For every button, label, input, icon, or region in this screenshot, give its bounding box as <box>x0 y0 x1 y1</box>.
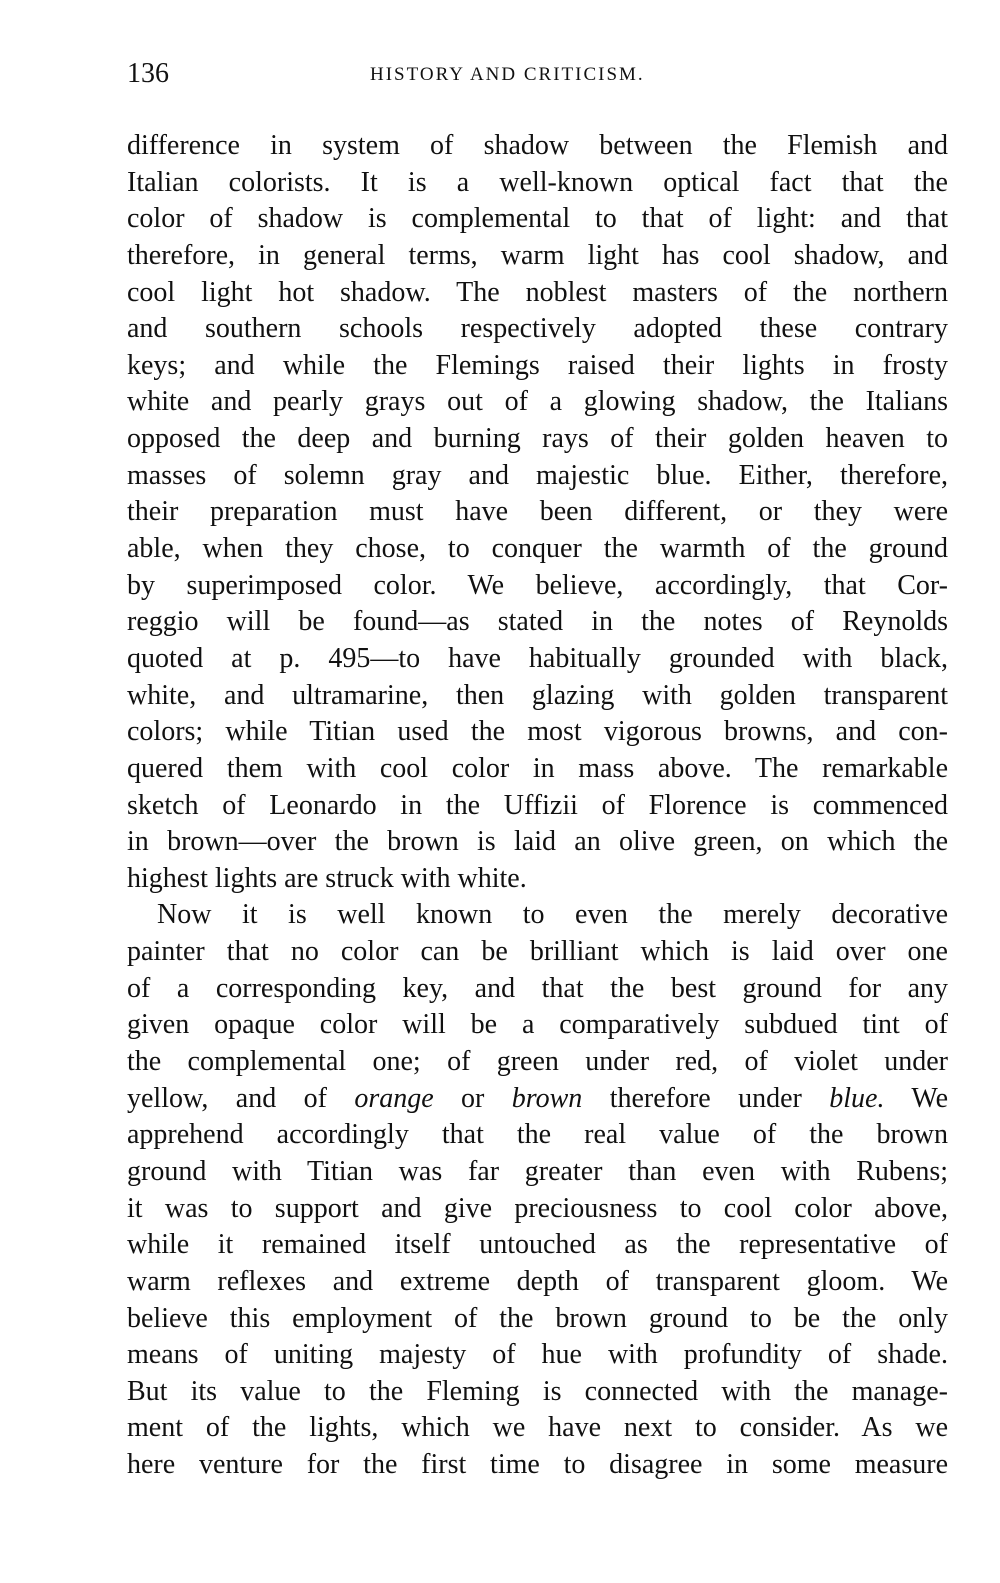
text-line <box>127 165 948 202</box>
text-segment: or <box>433 1082 512 1114</box>
text-line <box>127 1337 948 1374</box>
text-segment: white, and ultramarine, then glazing with golden transparent <box>127 679 948 711</box>
text-line <box>127 1227 948 1264</box>
text-segment: Italian colorists. It is a well-known optical fact that the <box>127 166 948 198</box>
text-segment: apprehend accordingly that the real value of the brown <box>127 1119 948 1151</box>
text-line <box>127 1374 948 1411</box>
text-line <box>127 494 948 531</box>
text-segment: keys; and while the Flemings raised their lights in frosty <box>127 349 948 381</box>
text-line <box>127 1117 948 1154</box>
text-segment: masses of solemn gray and majestic blue. Either, therefore, <box>127 459 948 491</box>
text-line <box>127 971 948 1008</box>
text-segment: warm reflexes and extreme depth of transparent gloom. We <box>127 1265 948 1297</box>
running-head: HISTORY AND CRITICISM. <box>370 64 645 85</box>
text-segment: highest lights are struck with white. <box>127 862 527 894</box>
text-segment: their preparation must have been different, or they were <box>127 496 948 528</box>
text-segment: therefore under <box>582 1082 830 1114</box>
text-segment: quoted at p. 495—to have habitually grounded with black, <box>127 642 948 674</box>
text-line <box>127 824 948 861</box>
italic-text: blue. <box>829 1082 885 1114</box>
text-line <box>127 1410 948 1447</box>
text-segment: white and pearly grays out of a glowing shadow, the Italians <box>127 386 948 418</box>
text-line <box>127 128 948 165</box>
page-number: 136 <box>127 58 169 89</box>
text-segment: We <box>884 1082 948 1114</box>
text-segment: believe this employment of the brown ground to be the only <box>127 1302 948 1334</box>
text-segment: cool light hot shadow. The noblest masters of the northern <box>127 276 948 308</box>
text-line <box>127 1447 948 1484</box>
text-line <box>127 421 948 458</box>
text-segment: sketch of Leonardo in the Uffizii of Florence is commenced <box>127 789 948 821</box>
text-segment: quered them with cool color in mass above. The remarkable <box>127 752 948 784</box>
text-line <box>127 458 948 495</box>
text-line <box>127 641 948 678</box>
text-line <box>127 1007 948 1044</box>
text-segment: able, when they chose, to conquer the warmth of the ground <box>127 533 948 565</box>
text-line <box>127 751 948 788</box>
text-line <box>127 1301 948 1338</box>
text-line <box>127 1081 948 1118</box>
italic-text: brown <box>511 1082 583 1114</box>
text-segment: in brown—over the brown is laid an olive green, on which the <box>127 826 948 858</box>
text-segment: painter that no color can be brilliant which is laid over one <box>127 936 948 968</box>
text-segment: difference in system of shadow between the Flemish and <box>127 130 948 161</box>
text-line <box>127 1154 948 1191</box>
text-segment: color of shadow is complemental to that of light: and that <box>127 203 948 235</box>
text-line <box>127 604 948 641</box>
text-segment: colors; while Titian used the most vigorous browns, and con- <box>127 716 948 748</box>
text-line <box>127 678 948 715</box>
text-segment: opposed the deep and burning rays of their golden heaven to <box>127 423 948 455</box>
text-line <box>127 788 948 825</box>
text-line <box>127 348 948 385</box>
text-segment: Now it is well known to even the merely decorative <box>157 899 948 931</box>
text-segment: ment of the lights, which we have next to consider. As we <box>127 1412 948 1444</box>
text-segment: of a corresponding key, and that the best ground for any <box>127 972 948 1004</box>
text-line <box>127 1264 948 1301</box>
text-segment: yellow, and of <box>127 1082 355 1114</box>
text-segment: reggio will be found—as stated in the notes of Reynolds <box>127 606 948 638</box>
text-line <box>127 1044 948 1081</box>
text-segment: it was to support and give preciousness to cool color above, <box>127 1192 948 1224</box>
text-line <box>127 201 948 238</box>
text-segment: and southern schools respectively adopted these contrary <box>127 313 948 345</box>
text-line <box>127 568 948 605</box>
text-line <box>127 897 948 934</box>
text-line <box>127 861 948 898</box>
text-segment: But its value to the Fleming is connected with the manage- <box>127 1375 948 1407</box>
text-line <box>127 934 948 971</box>
text-line <box>127 714 948 751</box>
body-text <box>127 128 948 1484</box>
text-segment: while it remained itself untouched as the representative of <box>127 1229 948 1261</box>
text-line <box>127 311 948 348</box>
italic-text: orange <box>354 1082 434 1114</box>
text-segment: therefore, in general terms, warm light has cool shadow, and <box>127 239 948 271</box>
text-segment: means of uniting majesty of hue with profundity of shade. <box>127 1339 948 1371</box>
text-line <box>127 1191 948 1228</box>
text-line <box>127 238 948 275</box>
text-line <box>127 531 948 568</box>
text-segment: given opaque color will be a comparatively subdued tint of <box>127 1009 948 1041</box>
text-segment: the complemental one; of green under red, of violet under <box>127 1046 948 1078</box>
text-segment: here venture for the first time to disagree in some measure <box>127 1449 948 1481</box>
text-line <box>127 384 948 421</box>
text-segment: by superimposed color. We believe, accordingly, that Cor- <box>127 569 948 601</box>
text-line <box>127 275 948 312</box>
text-segment: ground with Titian was far greater than even with Rubens; <box>127 1155 948 1187</box>
